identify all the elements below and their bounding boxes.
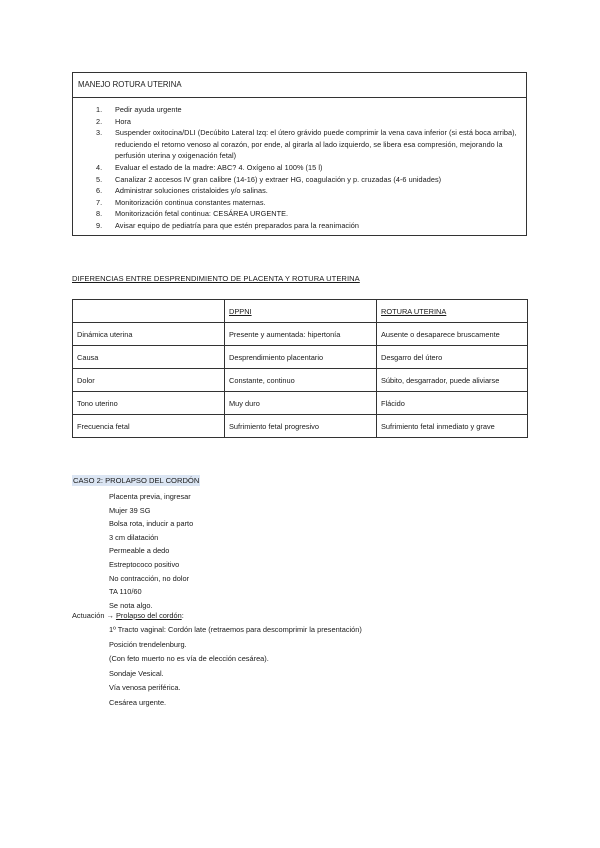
- caso2-heading: CASO 2: PROLAPSO DEL CORDÓN: [73, 476, 200, 485]
- table-header-row: [73, 300, 528, 323]
- list-item: 5. Canalizar 2 accesos IV gran calibre (14-16) y extraer HG, coagulación y p. cruzadas (4-6 unidades): [96, 174, 442, 184]
- diferencias-heading: DIFERENCIAS ENTRE DESPRENDIMIENTO DE PLACENTA Y ROTURA UTERINA: [72, 274, 360, 283]
- list-item: No contracción, no dolor: [109, 573, 190, 583]
- table-cell: Muy duro: [225, 392, 377, 415]
- table-cell: Constante, continuo: [225, 369, 377, 392]
- table-cell: Sufrimiento fetal inmediato y grave: [377, 415, 528, 438]
- table-cell: Dinámica uterina: [73, 323, 225, 346]
- manejo-rotura-title: MANEJO ROTURA UTERINA: [73, 73, 526, 98]
- table-header-cell: [73, 300, 225, 323]
- list-item: Placenta previa, ingresar: [109, 492, 191, 501]
- list-item: TA 110/60: [109, 587, 142, 597]
- list-item: Permeable a dedo: [109, 546, 170, 556]
- list-item: Posición trendelenburg.: [109, 639, 187, 649]
- list-item: 4. Evaluar el estado de la madre: ABC? 4. Oxígeno al 100% (15 l): [96, 162, 323, 172]
- manejo-steps-list: [73, 104, 526, 232]
- actuacion-colon: :: [181, 611, 184, 620]
- table-header-cell: ROTURA UTERINA: [377, 300, 528, 323]
- table-cell: Sufrimiento fetal progresivo: [225, 415, 377, 438]
- table-cell: Tono uterino: [73, 392, 225, 415]
- table-cell: Frecuencia fetal: [73, 415, 225, 438]
- list-item: (Con feto muerto no es vía de elección cesárea).: [109, 654, 269, 663]
- list-item: 9. Avisar equipo de pediatría para que estén preparados para la reanimación: [96, 220, 360, 230]
- list-item: 3. Suspender oxitocina/DLI (Decúbito Lateral Izq: el útero grávido puede comprimir la vena cava inferior (si está boca arriba), reduciendo el retorno venoso al corazón, por ende, al girarla al lado izquierdo, se libera esa compresión, mejorando la perfusión uterina y oxigenación fetal): [96, 128, 517, 161]
- list-item: 6. Administrar soluciones cristaloides y/o salinas.: [96, 186, 268, 196]
- list-item: 1. Pedir ayuda urgente: [96, 105, 182, 114]
- table-cell: Presente y aumentada: hipertonía: [225, 323, 377, 346]
- actuacion-steps-list: [109, 623, 362, 710]
- table-row: [73, 346, 528, 369]
- list-item: Se nota algo.: [109, 600, 153, 610]
- list-item: 3 cm dilatación: [109, 532, 159, 542]
- table-row: [73, 323, 528, 346]
- table-row: [73, 392, 528, 415]
- list-item: Cesárea urgente.: [109, 697, 167, 707]
- list-item: Mujer 39 SG: [109, 505, 151, 515]
- actuacion-line: [72, 610, 184, 621]
- table-row: [73, 415, 528, 438]
- list-item: Sondaje Vesical.: [109, 668, 164, 678]
- list-item: 7. Monitorización continua constantes maternas.: [96, 197, 266, 207]
- manejo-rotura-box: [72, 72, 527, 236]
- list-item: Bolsa rota, inducir a parto: [109, 519, 194, 529]
- prolapso-cordon-link[interactable]: Prolapso del cordón: [115, 611, 182, 620]
- actuacion-label: Actuación →: [72, 611, 116, 620]
- table-cell: Desprendimiento placentario: [225, 346, 377, 369]
- comparison-table: [72, 299, 528, 438]
- list-item: 2. Hora: [96, 116, 132, 126]
- list-item: 1º Tracto vaginal: Cordón late (retraemos para descomprimir la presentación): [109, 625, 362, 634]
- list-item: 8. Monitorización fetal continua: CESÁREA URGENTE.: [96, 209, 289, 219]
- table-cell: Dolor: [73, 369, 225, 392]
- table-cell: Causa: [73, 346, 225, 369]
- list-item: Vía venosa periférica.: [109, 683, 181, 692]
- caso2-details-list: [109, 490, 193, 612]
- table-row: [73, 369, 528, 392]
- table-cell: Desgarro del útero: [377, 346, 528, 369]
- list-item: Estreptococo positivo: [109, 559, 180, 569]
- table-cell: Ausente o desaparece bruscamente: [377, 323, 528, 346]
- table-cell: Súbito, desgarrador, puede aliviarse: [377, 369, 528, 392]
- table-header-cell: DPPNI: [225, 300, 377, 323]
- table-cell: Flácido: [377, 392, 528, 415]
